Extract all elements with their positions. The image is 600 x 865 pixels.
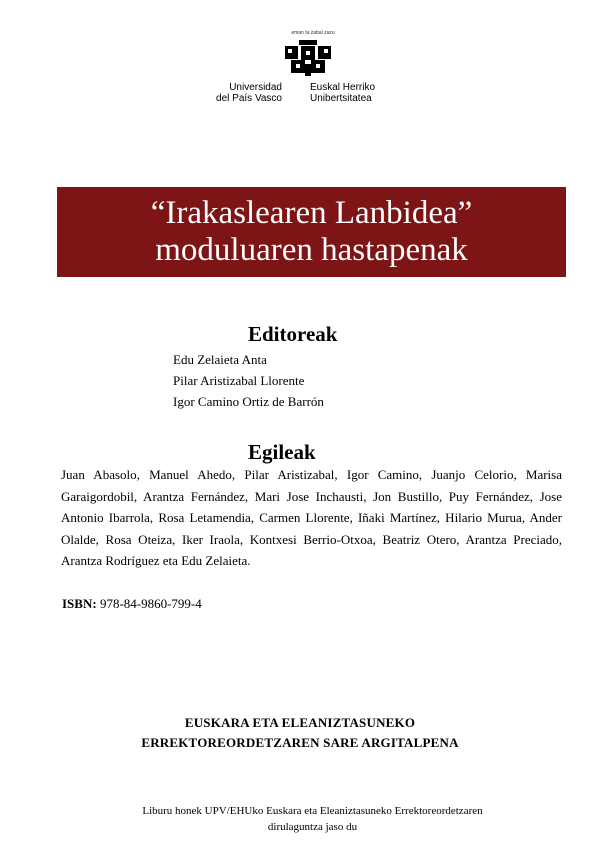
editors-list [173, 349, 324, 412]
logo-motto: eman ta zabal zazu [291, 30, 335, 36]
book-title-line1: “Irakaslearen Lanbidea” [150, 195, 473, 231]
funding-note [0, 803, 600, 835]
book-title-band [57, 187, 566, 277]
isbn-label: ISBN: [62, 596, 97, 611]
logo-name-spanish-line2: del País Vasco [216, 93, 282, 104]
editor-name: Igor Camino Ortiz de Barrón [173, 394, 324, 409]
publisher-line1: EUSKARA ETA ELEANIZTASUNEKO [184, 715, 416, 730]
logo-name-spanish [216, 82, 282, 104]
isbn [62, 596, 202, 612]
publisher [0, 713, 600, 753]
editor-name: Edu Zelaieta Anta [173, 352, 267, 367]
editors-heading: Editoreak [248, 322, 338, 346]
authors-heading: Egileak [248, 440, 316, 464]
university-tree-emblem-icon [279, 38, 337, 78]
logo-name-spanish-line1: Universidad [229, 82, 282, 93]
authors-list: Juan Abasolo, Manuel Ahedo, Pilar Aristizabal, Igor Camino, Juanjo Celorio, Marisa Garaigordobil, Arantza Fernández, Mari Jose Inchausti, Jon Bustillo, Puy Fernández, Jose Antonio Ibarrola, Rosa Letamendia, Carmen Llorente, Iñaki Martínez, Hilario Murua, Ander Olalde, Rosa Oteiza, Iker Iraola, Kontxesi Berrio-Otxoa, Beatriz Otero, Arantza Preciado, Arantza Rodríguez eta Edu Zelaieta. [61, 467, 562, 568]
funding-note-line2: dirulaguntza jaso du [267, 821, 358, 833]
logo-name-basque [310, 82, 375, 104]
book-title-line2: moduluaren hastapenak [155, 232, 468, 268]
logo-name-basque-line1: Euskal Herriko [310, 82, 376, 93]
funding-note-line1: Liburu honek UPV/EHUko Euskara eta Eleaniztasuneko Errektoreordetzaren [142, 805, 483, 817]
editor-name: Pilar Aristizabal Llorente [173, 373, 305, 388]
university-logo [0, 28, 600, 110]
publisher-line2: ERREKTOREORDETZAREN SARE ARGITALPENA [141, 735, 459, 750]
logo-name-basque-line2: Unibertsitatea [310, 93, 372, 104]
isbn-value: 978-84-9860-799-4 [99, 596, 202, 611]
